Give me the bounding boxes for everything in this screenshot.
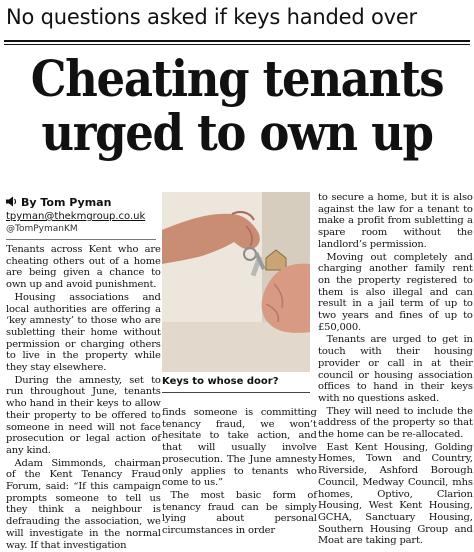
paragraph: to secure a home, but it is also against the law for a tenant to make a profit from subletting a spare room without the landlord’s permission. [318,192,473,250]
byline-email[interactable]: tpyman@thekmgroup.co.uk [6,211,146,222]
headline-line-2: urged to own up [41,103,433,162]
photo-caption: Keys to whose door? [162,376,279,387]
headline [27,49,446,162]
byline [6,196,161,235]
speaker-icon [6,196,18,207]
paragraph: Tenants are urged to get in touch with their housing provider or call in at their council or housing association offices to hand in their keys with no questions asked. [318,334,473,404]
byline-author-row [6,196,161,210]
paragraph: Adam Simmonds, chairman of the Kent Tenancy Fraud Forum, said: “If this campaign prompts someone to tell us they think a neighbour is defrauding the association, we will investigate in the normal way. If that investigation [6,457,161,551]
paragraph: During the amnesty, set to run throughout June, tenants who hand in their keys to allow their property to be offered to someone in need will not face prosecution or legal action of any kind. [6,374,161,456]
paragraph: Moving out completely and charging another family rent on the property registered to them is also illegal and can result in a jail term of up to two years and fines of up to £50,000. [318,251,473,333]
paragraph: finds someone is committing tenancy fraud, we won’t hesitate to take action, and that will usually involve prosecution. The June amnesty only applies to tenants who come to us.” [162,407,317,489]
article-column-2 [162,407,317,538]
paragraph: They will need to include the address of the property so that the home can be re-allocated. [318,405,473,441]
paragraph: East Kent Housing, Golding Homes, Town and Country, Riverside, Ashford Borough Council, Medway Council, mhs homes, Optivo, Clarion Housing, West Kent Housing, GCHA, Sanctuary Housing, Southern Housing Group and Moat are taking part. [318,441,473,547]
paragraph: The most basic form of tenancy fraud can be simply lying about personal circumstances in order [162,489,317,537]
paragraph: Housing associations and local authorities are offering a ‘key amnesty’ to those who are subletting their home without permission or charging others to live in the property while they stay elsewhere. [6,291,161,374]
kicker-rule-thin [4,44,470,45]
paragraph: Tenants across Kent who are cheating others out of a home are being given a chance to own up and avoid punishment. [6,244,161,291]
byline-divider [6,239,156,240]
headline-line-1: Cheating tenants [30,49,444,108]
article-column-3 [318,192,473,548]
article-column-1 [6,244,161,552]
hand-holding-keys-photo [162,192,310,372]
byline-twitter-handle[interactable]: @TomPymanKM [6,224,78,234]
byline-author: By Tom Pyman [21,196,112,209]
kicker-rule [4,40,470,42]
caption-divider [162,392,310,393]
kicker: No questions asked if keys handed over [6,5,417,29]
